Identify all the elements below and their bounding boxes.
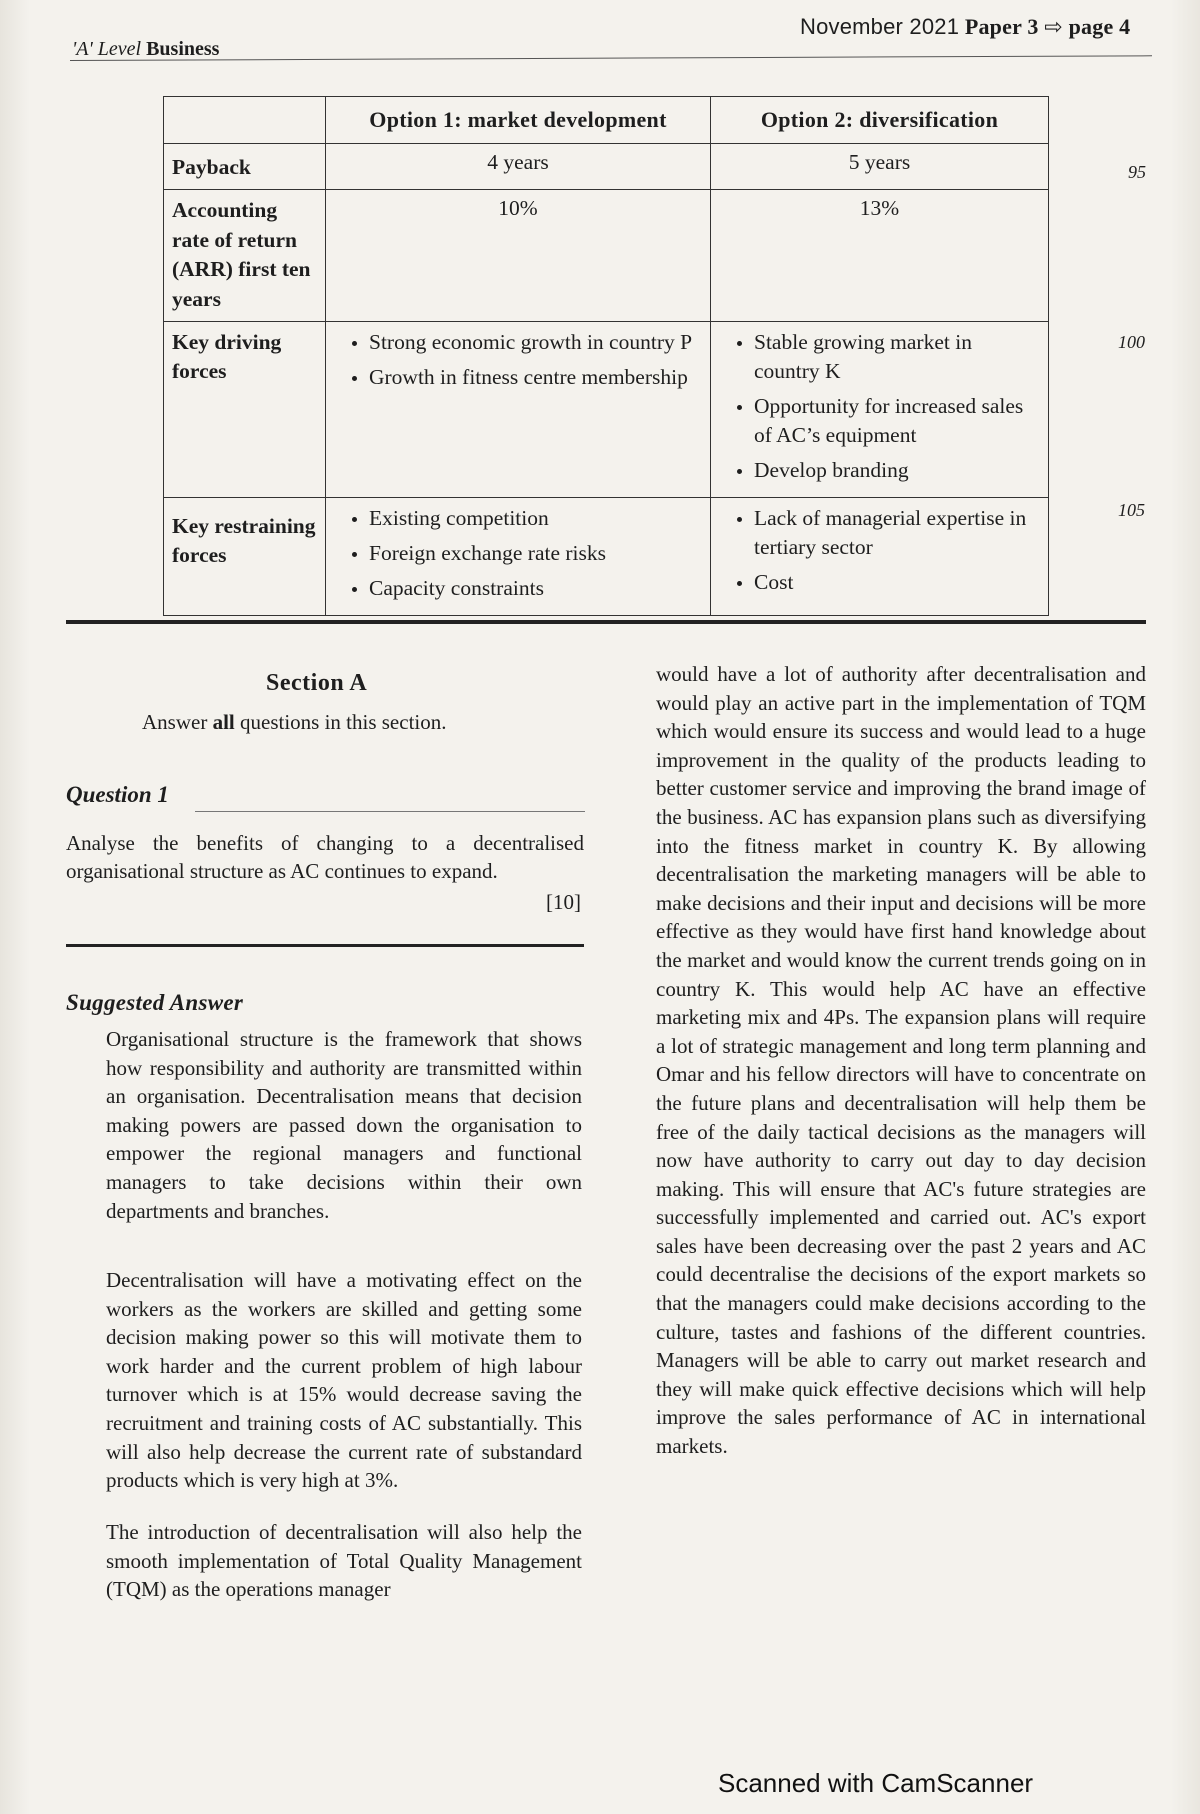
- table-row-restraining-forces: [164, 497, 1049, 615]
- section-divider: [66, 620, 1146, 624]
- list-item: • Lack of managerial expertise in tertiary sector: [754, 504, 1040, 562]
- answer-paragraph: Organisational structure is the framework that shows how responsibility and authority are transmitted within an organisation. Decentralisation means that decision making powers are passed down the organisation to empower the regional managers and functional managers to take decisions within their own departments and branches.: [106, 1027, 582, 1223]
- paper-reference: November 2021 Paper 3 ⇨ page 4: [800, 14, 1131, 39]
- options-table: [163, 96, 1049, 616]
- question-marks: [10]: [546, 890, 581, 914]
- table-row-driving-forces: [164, 321, 1049, 497]
- line-number-95: 95: [1128, 162, 1146, 182]
- table-header-empty: [164, 97, 326, 144]
- question-divider: [66, 944, 584, 947]
- question-heading-rule: [195, 811, 585, 812]
- list-item: • Strong economic growth in country P: [369, 328, 702, 357]
- line-number-100: 100: [1118, 332, 1145, 352]
- table-row-arr: [164, 190, 1049, 322]
- section-title: Section A: [266, 670, 368, 696]
- list-item: • Opportunity for increased sales of AC’s equipment: [754, 392, 1040, 450]
- row-label: Key restraining forces: [164, 497, 326, 615]
- list-item: • Foreign exchange rate risks: [369, 539, 702, 568]
- question-heading: Question 1: [66, 782, 169, 807]
- table-cell: [326, 321, 711, 497]
- bullet-list: [334, 504, 702, 603]
- bullet-list: [719, 504, 1040, 597]
- book-title: 'A' Level Business: [72, 38, 220, 60]
- question-text: Analyse the benefits of changing to a decentralised organisational structure as AC continues to expand.: [66, 831, 584, 883]
- table-cell: [326, 497, 711, 615]
- list-item: • Stable growing market in country K: [754, 328, 1040, 386]
- answer-paragraph: Decentralisation will have a motivating effect on the workers as the workers are skilled and getting some decision making power so this will motivate them to work harder and the current problem of high labour turnover which is at 15% would decrease saving the recruitment and training costs of AC substantially. This will also help decrease the current rate of substandard products which is very high at 3%.: [106, 1268, 582, 1493]
- table-header-option-1: Option 1: market development: [326, 97, 711, 144]
- table-cell: [711, 321, 1049, 497]
- table-header-option-2: Option 2: diversification: [711, 97, 1049, 144]
- bullet-list: [334, 328, 702, 392]
- row-label: Payback: [164, 144, 326, 190]
- row-label: Key driving forces: [164, 321, 326, 497]
- table-cell: 13%: [711, 190, 1049, 322]
- section-instruction: Answer all questions in this section.: [142, 710, 447, 734]
- bullet-list: [719, 328, 1040, 485]
- arrow-icon: ⇨: [1044, 14, 1063, 39]
- answer-paragraph: The introduction of decentralisation will also help the smooth implementation of Total Quality Management (TQM) as the operations manager: [106, 1520, 582, 1602]
- table-cell: 10%: [326, 190, 711, 322]
- row-label: Accounting rate of return (ARR) first ten years: [164, 190, 326, 322]
- line-number-105: 105: [1118, 500, 1145, 520]
- table-cell: 4 years: [326, 144, 711, 190]
- list-item: • Develop branding: [754, 456, 1040, 485]
- table-row-payback: [164, 144, 1049, 190]
- table-cell: [711, 497, 1049, 615]
- table-cell: 5 years: [711, 144, 1049, 190]
- answer-heading: Suggested Answer: [66, 990, 244, 1015]
- answer-paragraph-continued: would have a lot of authority after decentralisation and would play an active part in the implementation of TQM which would ensure its success and would lead to a huge improvement in the quality of the products leading to better customer service and improving the brand image of the business. AC has expansion plans such as diversifying into the fitness market in country K. By allowing decentralisation the marketing managers will be able to make decisions and their input and decisions will be more effective as they would have first hand knowledge about the market and would know the current trends going on in country K. This would help AC have an effective marketing mix and 4Ps. The expansion plans will require a lot of strategic management and long term planning and Omar and his fellow directors will have to concentrate on the future plans and decentralisation will help them be free of the daily tactical decisions as the managers will now have authority to carry out day to day decision making. This will ensure that AC's future strategies are successfully implemented and carried out. AC's export sales have been decreasing over the past 2 years and AC could decentralise the decisions of the export markets so that the managers could make decisions according to the culture, tastes and fashions of the different countries. Managers will be able to carry out market research and they will make quick effective decisions which will help improve the sales performance of AC in international markets.: [656, 662, 1146, 1459]
- scanner-watermark: Scanned with CamScanner: [718, 1768, 1034, 1798]
- list-item: • Existing competition: [369, 504, 702, 533]
- list-item: • Growth in fitness centre membership: [369, 363, 702, 392]
- list-item: • Capacity constraints: [369, 574, 702, 603]
- table-header-row: [164, 97, 1049, 144]
- list-item: • Cost: [754, 568, 1040, 597]
